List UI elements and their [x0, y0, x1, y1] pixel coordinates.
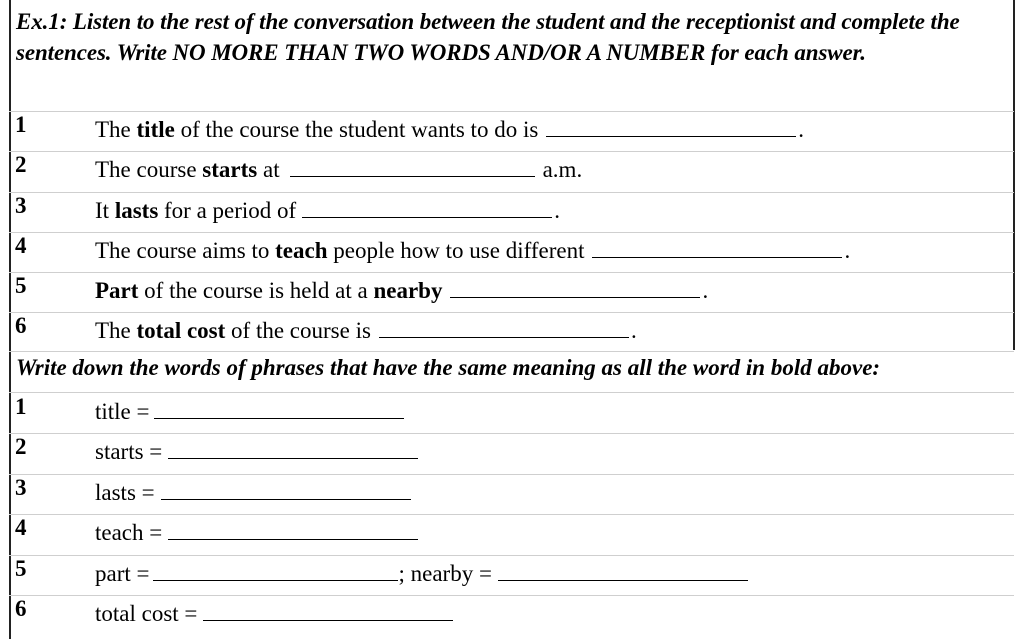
question-number: 5: [15, 556, 27, 581]
question-number: 1: [15, 394, 27, 419]
question-number: 2: [15, 434, 27, 459]
synonym-instructions: Write down the words of phrases that have the same meaning as all the word in bold above:: [16, 355, 881, 380]
sentence-end: .: [844, 238, 851, 263]
question-number: 4: [15, 233, 27, 258]
sentence-text: of the course the student wants to do is: [174, 117, 539, 142]
question-row-4: [0, 233, 1024, 273]
question-number: 4: [15, 515, 27, 540]
question-number: 6: [15, 596, 27, 621]
synonym-row-4: [0, 515, 1024, 555]
answer-blank[interactable]: [498, 556, 748, 581]
answer-blank[interactable]: [154, 394, 404, 419]
sentence-text: It: [95, 198, 115, 223]
synonym-label: starts =: [95, 439, 163, 464]
sentence-end: a.m.: [542, 157, 583, 182]
sentence-end: .: [798, 117, 805, 142]
bold-word: nearby: [373, 278, 443, 303]
question-row-2: [0, 152, 1024, 192]
bold-word: starts: [202, 157, 258, 182]
question-row-5: [0, 273, 1024, 313]
bold-word: Part: [95, 278, 139, 303]
answer-blank[interactable]: [168, 434, 418, 459]
question-sentence: [95, 233, 850, 264]
question-number: 3: [15, 475, 27, 500]
answer-blank[interactable]: [203, 596, 453, 621]
bold-word: teach: [275, 238, 328, 263]
synonym-label: title =: [95, 399, 150, 424]
synonym-label: teach =: [95, 520, 163, 545]
bold-word: lasts: [114, 198, 159, 223]
synonym-label: ; nearby =: [398, 561, 492, 586]
sentence-text: The: [95, 117, 137, 142]
answer-blank[interactable]: [161, 475, 411, 500]
synonym-row-1: [0, 394, 1024, 434]
sentence-text: at: [257, 157, 280, 182]
sentence-text: for a period of: [158, 198, 297, 223]
answer-blank[interactable]: [168, 515, 418, 540]
sentence-text: The course aims to: [95, 238, 276, 263]
synonym-line: [95, 475, 411, 506]
synonym-line: [95, 434, 418, 465]
synonym-label: total cost =: [95, 601, 198, 626]
row-divider: [9, 392, 1014, 393]
question-sentence: [95, 112, 804, 143]
question-sentence: [95, 313, 637, 344]
bold-word: title: [136, 117, 175, 142]
sentence-text: of the course is held at a: [138, 278, 374, 303]
synonym-line: [95, 596, 453, 627]
answer-blank[interactable]: [379, 313, 629, 338]
answer-blank[interactable]: [450, 273, 700, 298]
synonym-line: [95, 515, 418, 546]
sentence-text: people how to use different: [327, 238, 585, 263]
sentence-text: The: [95, 318, 137, 343]
bold-word: total cost: [136, 318, 226, 343]
question-number: 5: [15, 273, 27, 298]
exercise-instructions: Ex.1: Listen to the rest of the conversation between the student and the receptionist and complete the sentences. Write NO MORE THAN TWO WORDS AND/OR A NUMBER for each answer.: [16, 9, 960, 65]
question-row-3: [0, 193, 1024, 233]
question-number: 1: [15, 112, 27, 137]
question-row-6: [0, 313, 1024, 353]
sentence-text: The course: [95, 157, 203, 182]
sentence-end: .: [554, 198, 560, 223]
question-number: 2: [15, 152, 27, 177]
question-row-1: [0, 112, 1024, 152]
answer-blank[interactable]: [592, 233, 842, 258]
answer-blank[interactable]: [302, 193, 552, 218]
question-number: 3: [15, 193, 27, 218]
question-sentence: [95, 152, 582, 183]
question-sentence: [95, 193, 560, 224]
question-number: 6: [15, 313, 27, 338]
synonym-row-6: [0, 596, 1024, 636]
sentence-end: .: [702, 278, 709, 303]
answer-blank[interactable]: [546, 112, 796, 137]
sentence-text: of the course is: [225, 318, 371, 343]
synonym-row-5: [0, 556, 1024, 596]
answer-blank[interactable]: [290, 152, 535, 177]
synonym-row-2: [0, 434, 1024, 474]
answer-blank[interactable]: [153, 556, 398, 581]
question-sentence: [95, 273, 708, 304]
sentence-end: .: [630, 318, 637, 343]
synonym-label: part =: [95, 561, 150, 586]
synonym-row-3: [0, 475, 1024, 515]
synonym-line: [95, 394, 404, 425]
synonym-line: [95, 556, 748, 587]
synonym-label: lasts =: [95, 480, 155, 505]
